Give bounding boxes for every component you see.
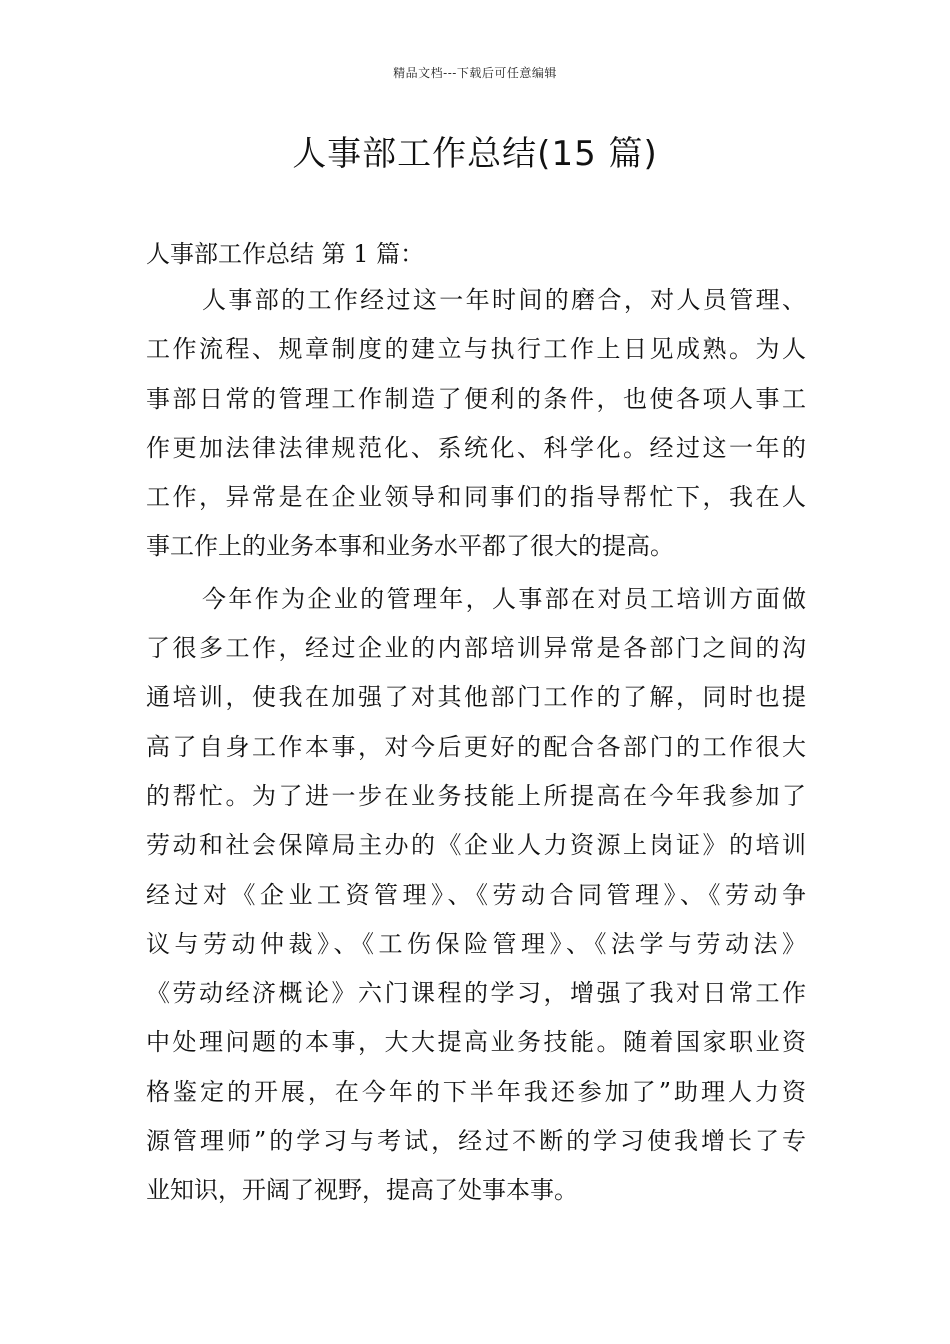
text-line: 通培训，使我在加强了对其他部门工作的了解，同时也提 <box>146 683 806 712</box>
text-line: 高了自身工作本事，对今后更好的配合各部门的工作很大 <box>146 732 806 761</box>
text-line: 工作流程、规章制度的建立与执行工作上日见成熟。为人 <box>146 335 806 364</box>
section-heading: 人事部工作总结 第 1 篇： <box>146 240 425 268</box>
text-line: 中处理问题的本事，大大提高业务技能。随着国家职业资 <box>146 1028 806 1057</box>
text-line: 了很多工作，经过企业的内部培训异常是各部门之间的沟 <box>146 634 806 663</box>
paragraph-2 <box>146 575 806 1216</box>
text-line: 《劳动经济概论》六门课程的学习，增强了我对日常工作 <box>146 979 806 1008</box>
text-line: 事工作上的业务本事和业务水平都了很大的提高。 <box>146 532 674 561</box>
paragraph-1 <box>146 276 806 572</box>
text-line: 劳动和社会保障局主办的《企业人力资源上岗证》的培训 <box>146 831 806 860</box>
text-line: 格鉴定的开展，在今年的下半年我还参加了”助理人力资 <box>146 1077 806 1106</box>
page-title: 人事部工作总结(15 篇) <box>292 134 658 174</box>
text-line: 议与劳动仲裁》、《工伤保险管理》、《法学与劳动法》 <box>146 929 806 958</box>
text-line: 人事部的工作经过这一年时间的磨合，对人员管理、 <box>202 286 806 314</box>
text-line: 经过对《企业工资管理》、《劳动合同管理》、《劳动争 <box>146 880 806 909</box>
text-line: 今年作为企业的管理年，人事部在对员工培训方面做 <box>202 584 806 613</box>
text-line: 的帮忙。为了进一步在业务技能上所提高在今年我参加了 <box>146 781 806 810</box>
text-line: 事部日常的管理工作制造了便利的条件，也使各项人事工 <box>146 384 806 413</box>
text-line: 业知识，开阔了视野，提高了处事本事。 <box>146 1176 578 1205</box>
text-line: 作更加法律法律规范化、系统化、科学化。经过这一年的 <box>146 433 806 462</box>
header-note: 精品文档---下载后可任意编辑 <box>393 66 557 80</box>
document-body <box>146 276 806 1216</box>
text-line: 工作，异常是在企业领导和同事们的指导帮忙下，我在人 <box>146 483 806 512</box>
text-line: 源管理师”的学习与考试，经过不断的学习使我增长了专 <box>146 1127 806 1156</box>
